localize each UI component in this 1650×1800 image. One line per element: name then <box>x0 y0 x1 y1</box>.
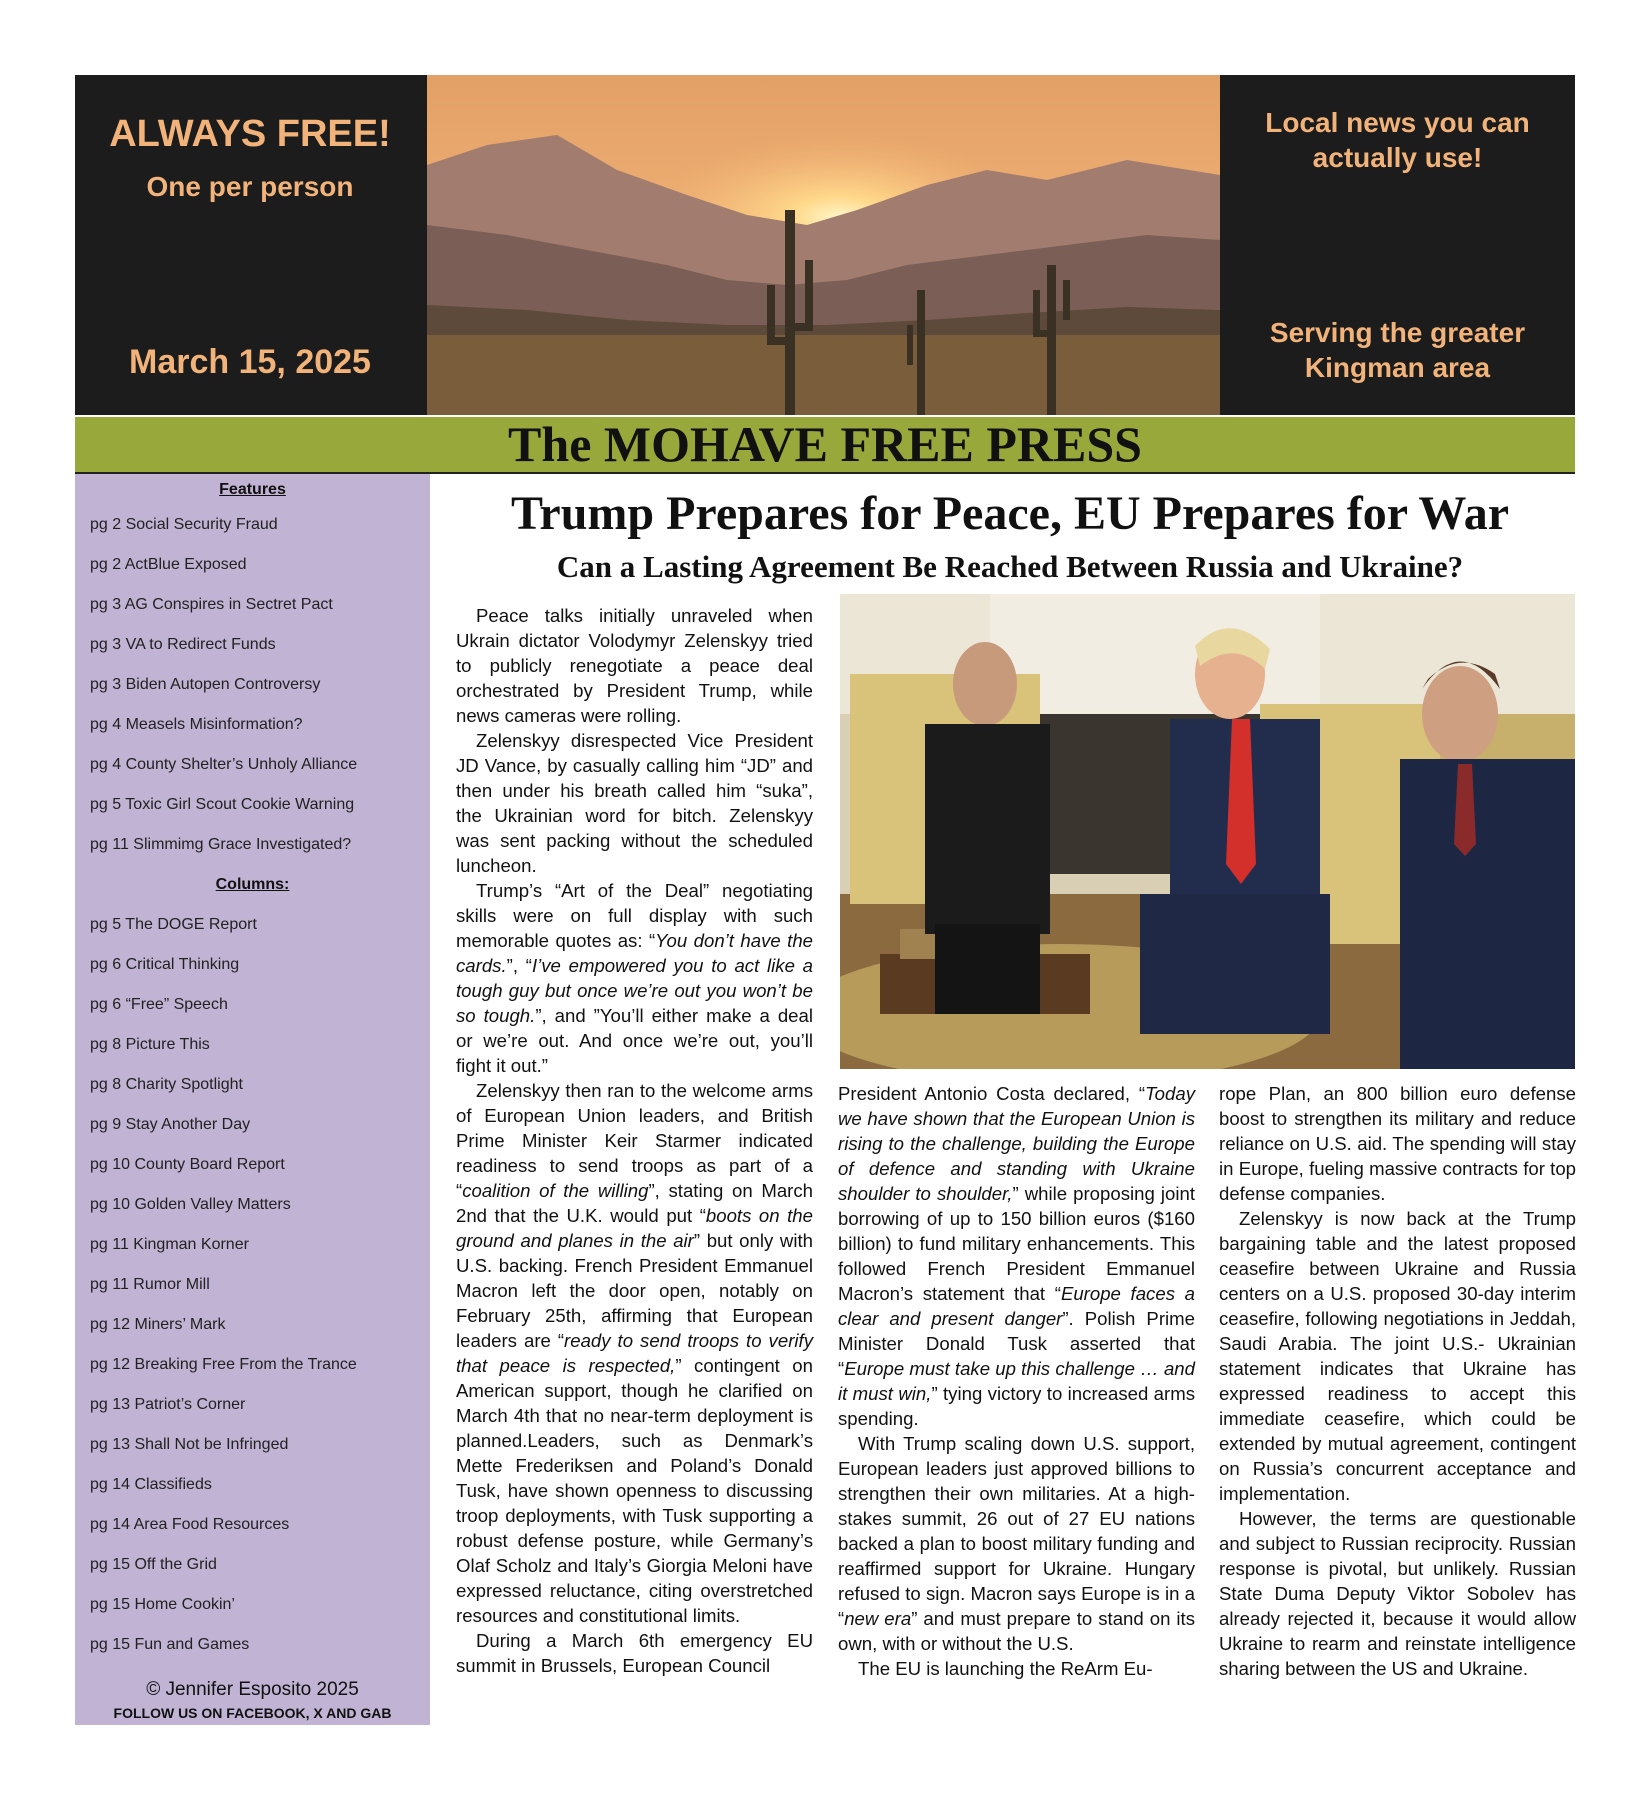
text-run: With Trump scaling down U.S. support, European leaders just approved billions to strengthen their own militaries. At a high-stakes summit, 26 out of 27 EU nations backed a plan to boost military funding and reaffirmed support for Ukraine. Hungary refused to sign. Macron says Europe is in a “ <box>838 1433 1195 1629</box>
text-run: Zelenskyy then ran to the welcome arms of European Union leaders, and British Prime Minister Keir Starmer indicated readiness to send troops as part of a “ <box>456 1080 813 1201</box>
feature-item[interactable]: pg 5 Toxic Girl Scout Cookie Warning <box>90 796 355 813</box>
article-paragraph: Peace talks initially unraveled when Ukrain dictator Volodymyr Zelenskyy tried to publicly renegotiate a peace deal orchestrated by President Trump, while news cameras were rolling. <box>456 605 813 726</box>
feature-item[interactable]: pg 3 VA to Redirect Funds <box>90 636 276 653</box>
article-paragraph: rope Plan, an 800 billion euro defense boost to strengthen its military and reduce reliance on U.S. aid. The spending will stay in Europe, fueling massive contracts for top defense companies. <box>1219 1083 1576 1204</box>
column-item[interactable]: pg 8 Picture This <box>90 1036 210 1053</box>
feature-item[interactable]: pg 4 County Shelter’s Unholy Alliance <box>90 756 358 773</box>
quote-run: You don’t have the cards. <box>456 930 813 976</box>
text-run: ” and must prepare to stand on its own, with or without the U.S. <box>838 1608 1195 1654</box>
quote-run: coalition of the willing <box>462 1180 649 1201</box>
column-item[interactable]: pg 10 Golden Valley Matters <box>90 1196 291 1213</box>
contents-sidebar <box>75 474 430 1725</box>
column-item[interactable]: pg 15 Fun and Games <box>90 1636 250 1653</box>
text-run: ” tying victory to increased arms spending. <box>838 1383 1195 1429</box>
article-column-2 <box>838 1081 1195 1681</box>
quote-run: Europe faces a clear and present danger <box>838 1283 1195 1329</box>
text-run: Trump’s “Art of the Deal” negotiating skills were on full display with such memorable quotes as: “ <box>456 880 813 951</box>
column-item[interactable]: pg 8 Charity Spotlight <box>90 1076 243 1093</box>
text-run: ”. Polish Prime Minister Donald Tusk asserted that “ <box>838 1308 1195 1379</box>
serving-area: Serving the greater Kingman area <box>1269 317 1526 383</box>
article-paragraph <box>456 878 813 1078</box>
text-run: ” but only with U.S. backing. French President Emmanuel Macron left the door open, notably on February 25th, affirming that European leaders are “ <box>456 1230 813 1351</box>
article-column-1 <box>456 603 813 1678</box>
column-item[interactable]: pg 10 County Board Report <box>90 1156 285 1173</box>
column-item[interactable]: pg 15 Off the Grid <box>90 1556 217 1573</box>
column-item[interactable]: pg 12 Miners’ Mark <box>90 1316 226 1333</box>
article-subheadline: Can a Lasting Agreement Be Reached Between Russia and Ukraine? <box>556 549 1464 584</box>
copyright-notice: © Jennifer Esposito 2025 <box>146 1679 359 1700</box>
masthead-right-panel <box>1220 75 1575 415</box>
local-news-tagline: Local news you can actually use! <box>1265 107 1530 173</box>
feature-item[interactable]: pg 4 Measels Misinformation? <box>90 716 303 733</box>
features-heading: Features <box>219 481 286 498</box>
column-item[interactable]: pg 11 Kingman Korner <box>90 1236 249 1253</box>
column-item[interactable]: pg 13 Patriot’s Corner <box>90 1396 246 1413</box>
column-item[interactable]: pg 14 Classifieds <box>90 1476 212 1493</box>
article-paragraph: Zelenskyy is now back at the Trump bargaining table and the latest proposed ceasefire between Ukraine and Russia centers on a U.S. proposed 30-day interim ceasefire, following negotiations in Jeddah, Saudi Arabia. The joint U.S.- Ukrainian statement indicates that Ukraine has expressed readiness to accept this immediate ceasefire, which could be extended by mutual agreement, contingent on Russia’s concurrent acceptance and implementation. <box>1219 1208 1576 1504</box>
masthead <box>75 75 1575 415</box>
feature-item[interactable]: pg 3 AG Conspires in Sectret Pact <box>90 596 333 613</box>
column-item[interactable]: pg 14 Area Food Resources <box>90 1516 290 1533</box>
feature-item[interactable]: pg 3 Biden Autopen Controversy <box>90 676 321 693</box>
article-paragraph <box>838 1081 1195 1431</box>
quote-run: Today we have shown that the European Union is rising to the challenge, building the Europe of defence and standing with Ukraine shoulder to shoulder, <box>838 1083 1195 1204</box>
article-paragraph: Zelenskyy disrespected Vice President JD Vance, by casually calling him “JD” and then under his breath called him “suka”, the Ukrainian word for bitch. Zelenskyy was sent packing without the scheduled luncheon. <box>456 730 813 876</box>
masthead-left-panel <box>75 75 425 415</box>
one-per-person: One per person <box>146 171 354 202</box>
feature-item[interactable]: pg 2 ActBlue Exposed <box>90 556 247 573</box>
feature-item[interactable]: pg 2 Social Security Fraud <box>90 516 278 533</box>
social-follow-note: FOLLOW US ON FACEBOOK, X AND GAB <box>113 1705 392 1721</box>
text-run: ” contingent on American support, though he clarified on March 4th that no near-term deployment is planned.Leaders, such as Denmark’s Mette Frederiksen and Poland’s Donald Tusk, have shown openness to discussing troop deployments, with Tusk supporting a robust defense posture, while Germany’s Olaf Scholz and Italy’s Giorgia Meloni have expressed reluctance, citing overstretched resources and constitutional limits. <box>456 1355 813 1626</box>
text-run: President Antonio Costa declared, “ <box>838 1083 1146 1104</box>
article-headline: Trump Prepares for Peace, EU Prepares for War <box>510 487 1510 540</box>
column-item[interactable]: pg 11 Rumor Mill <box>90 1276 210 1293</box>
column-item[interactable]: pg 9 Stay Another Day <box>90 1116 251 1133</box>
paper-name: The MOHAVE FREE PRESS <box>508 416 1142 472</box>
text-run: ”, stating on March 2nd that the U.K. would put “ <box>456 1180 813 1226</box>
quote-run: ready to send troops to verify that peace is respected, <box>456 1330 813 1376</box>
quote-run: boots on the ground and planes in the air <box>456 1205 813 1251</box>
text-run: ”, and ”You’ll either make a deal or we’re out. And once we’re out, you’ll fight it out.” <box>456 1005 813 1076</box>
article-paragraph <box>838 1431 1195 1656</box>
article-paragraph: The EU is launching the ReArm Eu- <box>858 1658 1153 1679</box>
article-column-3 <box>1219 1081 1576 1681</box>
quote-run: Europe must take up this challenge … and it must win, <box>838 1358 1195 1404</box>
article-paragraph: During a March 6th emergency EU summit in Brussels, European Council <box>456 1630 813 1676</box>
columns-heading: Columns: <box>215 876 290 893</box>
text-run: ”, “ <box>506 955 532 976</box>
article-paragraph: However, the terms are questionable and subject to Russian reciprocity. Russian response is pivotal, but unlikely. Russian State Duma Deputy Viktor Sobolev has already rejected it, because it would allow Ukraine to rearm and reinstate intelligence sharing between the US and Ukraine. <box>1219 1508 1576 1679</box>
desert-sunset-image <box>427 75 1220 415</box>
column-item[interactable]: pg 5 The DOGE Report <box>90 916 257 933</box>
column-item[interactable]: pg 13 Shall Not be Infringed <box>90 1436 289 1453</box>
issue-date: March 15, 2025 <box>129 343 371 381</box>
quote-run: I’ve empowered you to act like a tough guy but once we’re out you won’t be so tough. <box>456 955 813 1026</box>
column-item[interactable]: pg 6 “Free” Speech <box>90 996 228 1013</box>
text-run: ” while proposing joint borrowing of up to 150 billion euros ($160 billion) to fund military enhancements. This followed French President Emmanuel Macron’s statement that “ <box>838 1183 1195 1304</box>
column-item[interactable]: pg 15 Home Cookin’ <box>90 1596 235 1613</box>
column-item[interactable]: pg 12 Breaking Free From the Trance <box>90 1356 357 1373</box>
article-paragraph <box>456 1078 813 1628</box>
quote-run: new era <box>844 1608 912 1629</box>
always-free-tagline: ALWAYS FREE! <box>109 113 391 155</box>
oval-office-meeting-photo <box>840 594 1575 1069</box>
title-band <box>75 417 1575 474</box>
column-item[interactable]: pg 6 Critical Thinking <box>90 956 240 973</box>
feature-item[interactable]: pg 11 Slimmimg Grace Investigated? <box>90 836 352 853</box>
